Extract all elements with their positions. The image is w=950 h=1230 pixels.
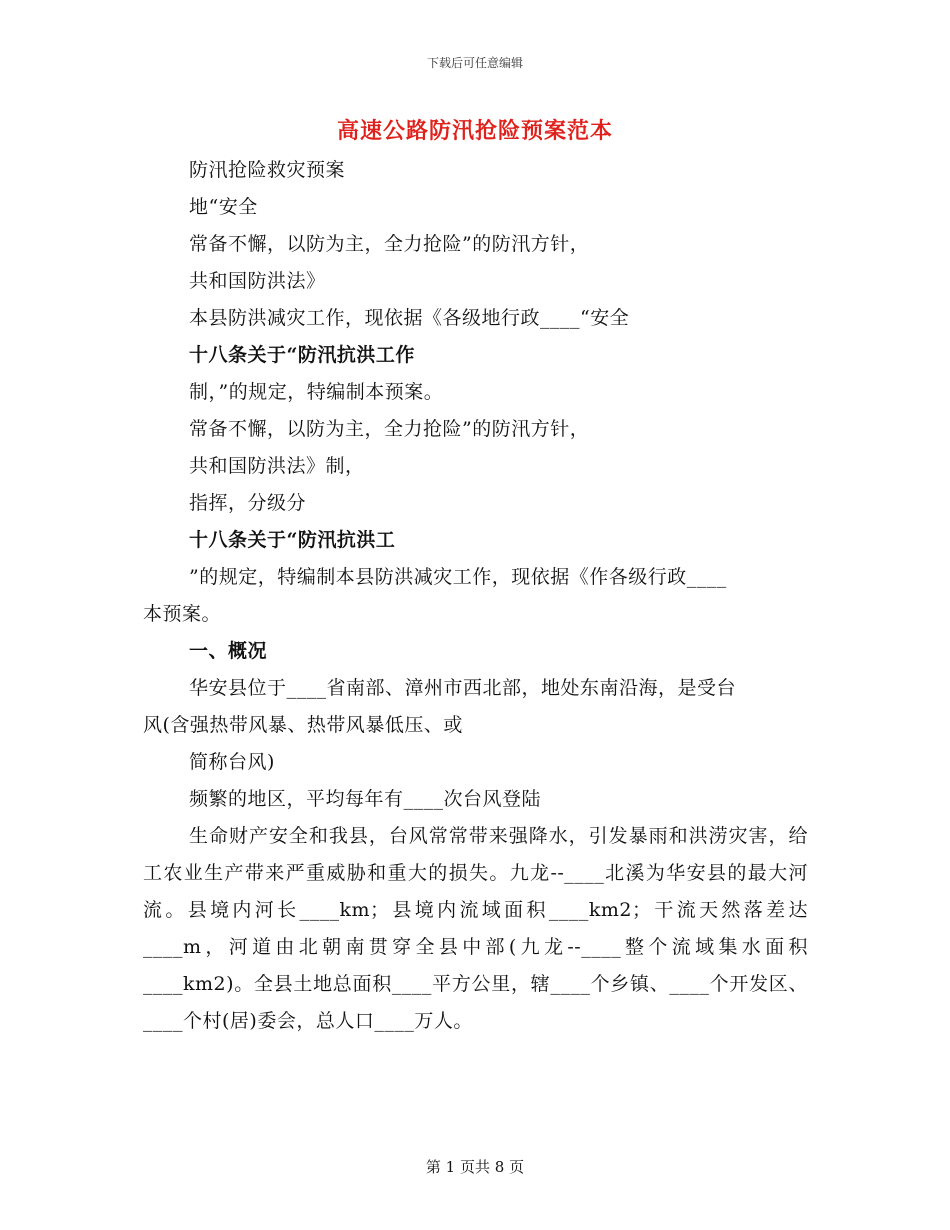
page-header: 下载后可任意编辑: [426, 56, 523, 70]
page-footer: 第 1 页共 8 页: [425, 1158, 525, 1176]
text-lines: [143, 152, 808, 818]
text-line: 十八条关于“防汛抗洪工作: [189, 344, 415, 366]
text-line: 防汛抢险救灾预案: [189, 159, 346, 181]
text-line: 常备不懈，以防为主，全力抢险”的防汛方针，: [189, 233, 590, 255]
text-line: 常备不懈，以防为主，全力抢险”的防汛方针，: [189, 418, 590, 440]
text-line: ”的规定，特编制本县防洪减灾工作，现依据《作各级行政____: [189, 566, 727, 588]
text-line: 十八条关于“防汛抗洪工: [189, 529, 396, 551]
text-line: 本预案。: [143, 603, 222, 625]
document-body: [143, 152, 808, 1040]
text-line: 共和国防洪法》: [189, 270, 326, 292]
text-line: 风(含强热带风暴、热带风暴低压、或: [143, 714, 463, 736]
text-line: 本县防洪减灾工作，现依据《各级地行政____“安全: [189, 307, 630, 329]
text-line: 地“安全: [189, 196, 258, 218]
text-line: 简称台风): [189, 751, 275, 773]
text-line: 一、概况: [189, 640, 268, 662]
text-line: 华安县位于____省南部、漳州市西北部，地处东南沿海，是受台: [189, 677, 737, 699]
text-line: 共和国防洪法》制，: [189, 455, 365, 477]
overview-paragraph: 生命财产安全和我县，台风常常带来强降水，引发暴雨和洪涝灾害，给工农业生产带来严重威胁和重大的损失。九龙--____北溪为华安县的最大河流。县境内河长____km；县境内流域面积____km2；干流天然落差达____m，河道由北朝南贯穿全县中部(九龙--____整个流域集水面积____km2)。全县土地总面积____平方公里，辖____个乡镇、____个开发区、____个村(居)委会，总人口____万人。: [143, 825, 808, 1032]
document-title: 高速公路防汛抢险预案范本: [336, 118, 613, 144]
text-line: 指挥，分级分: [189, 492, 307, 514]
text-line: 频繁的地区，平均每年有____次台风登陆: [189, 788, 542, 810]
text-line: 制，”的规定，特编制本预案。: [189, 381, 444, 403]
